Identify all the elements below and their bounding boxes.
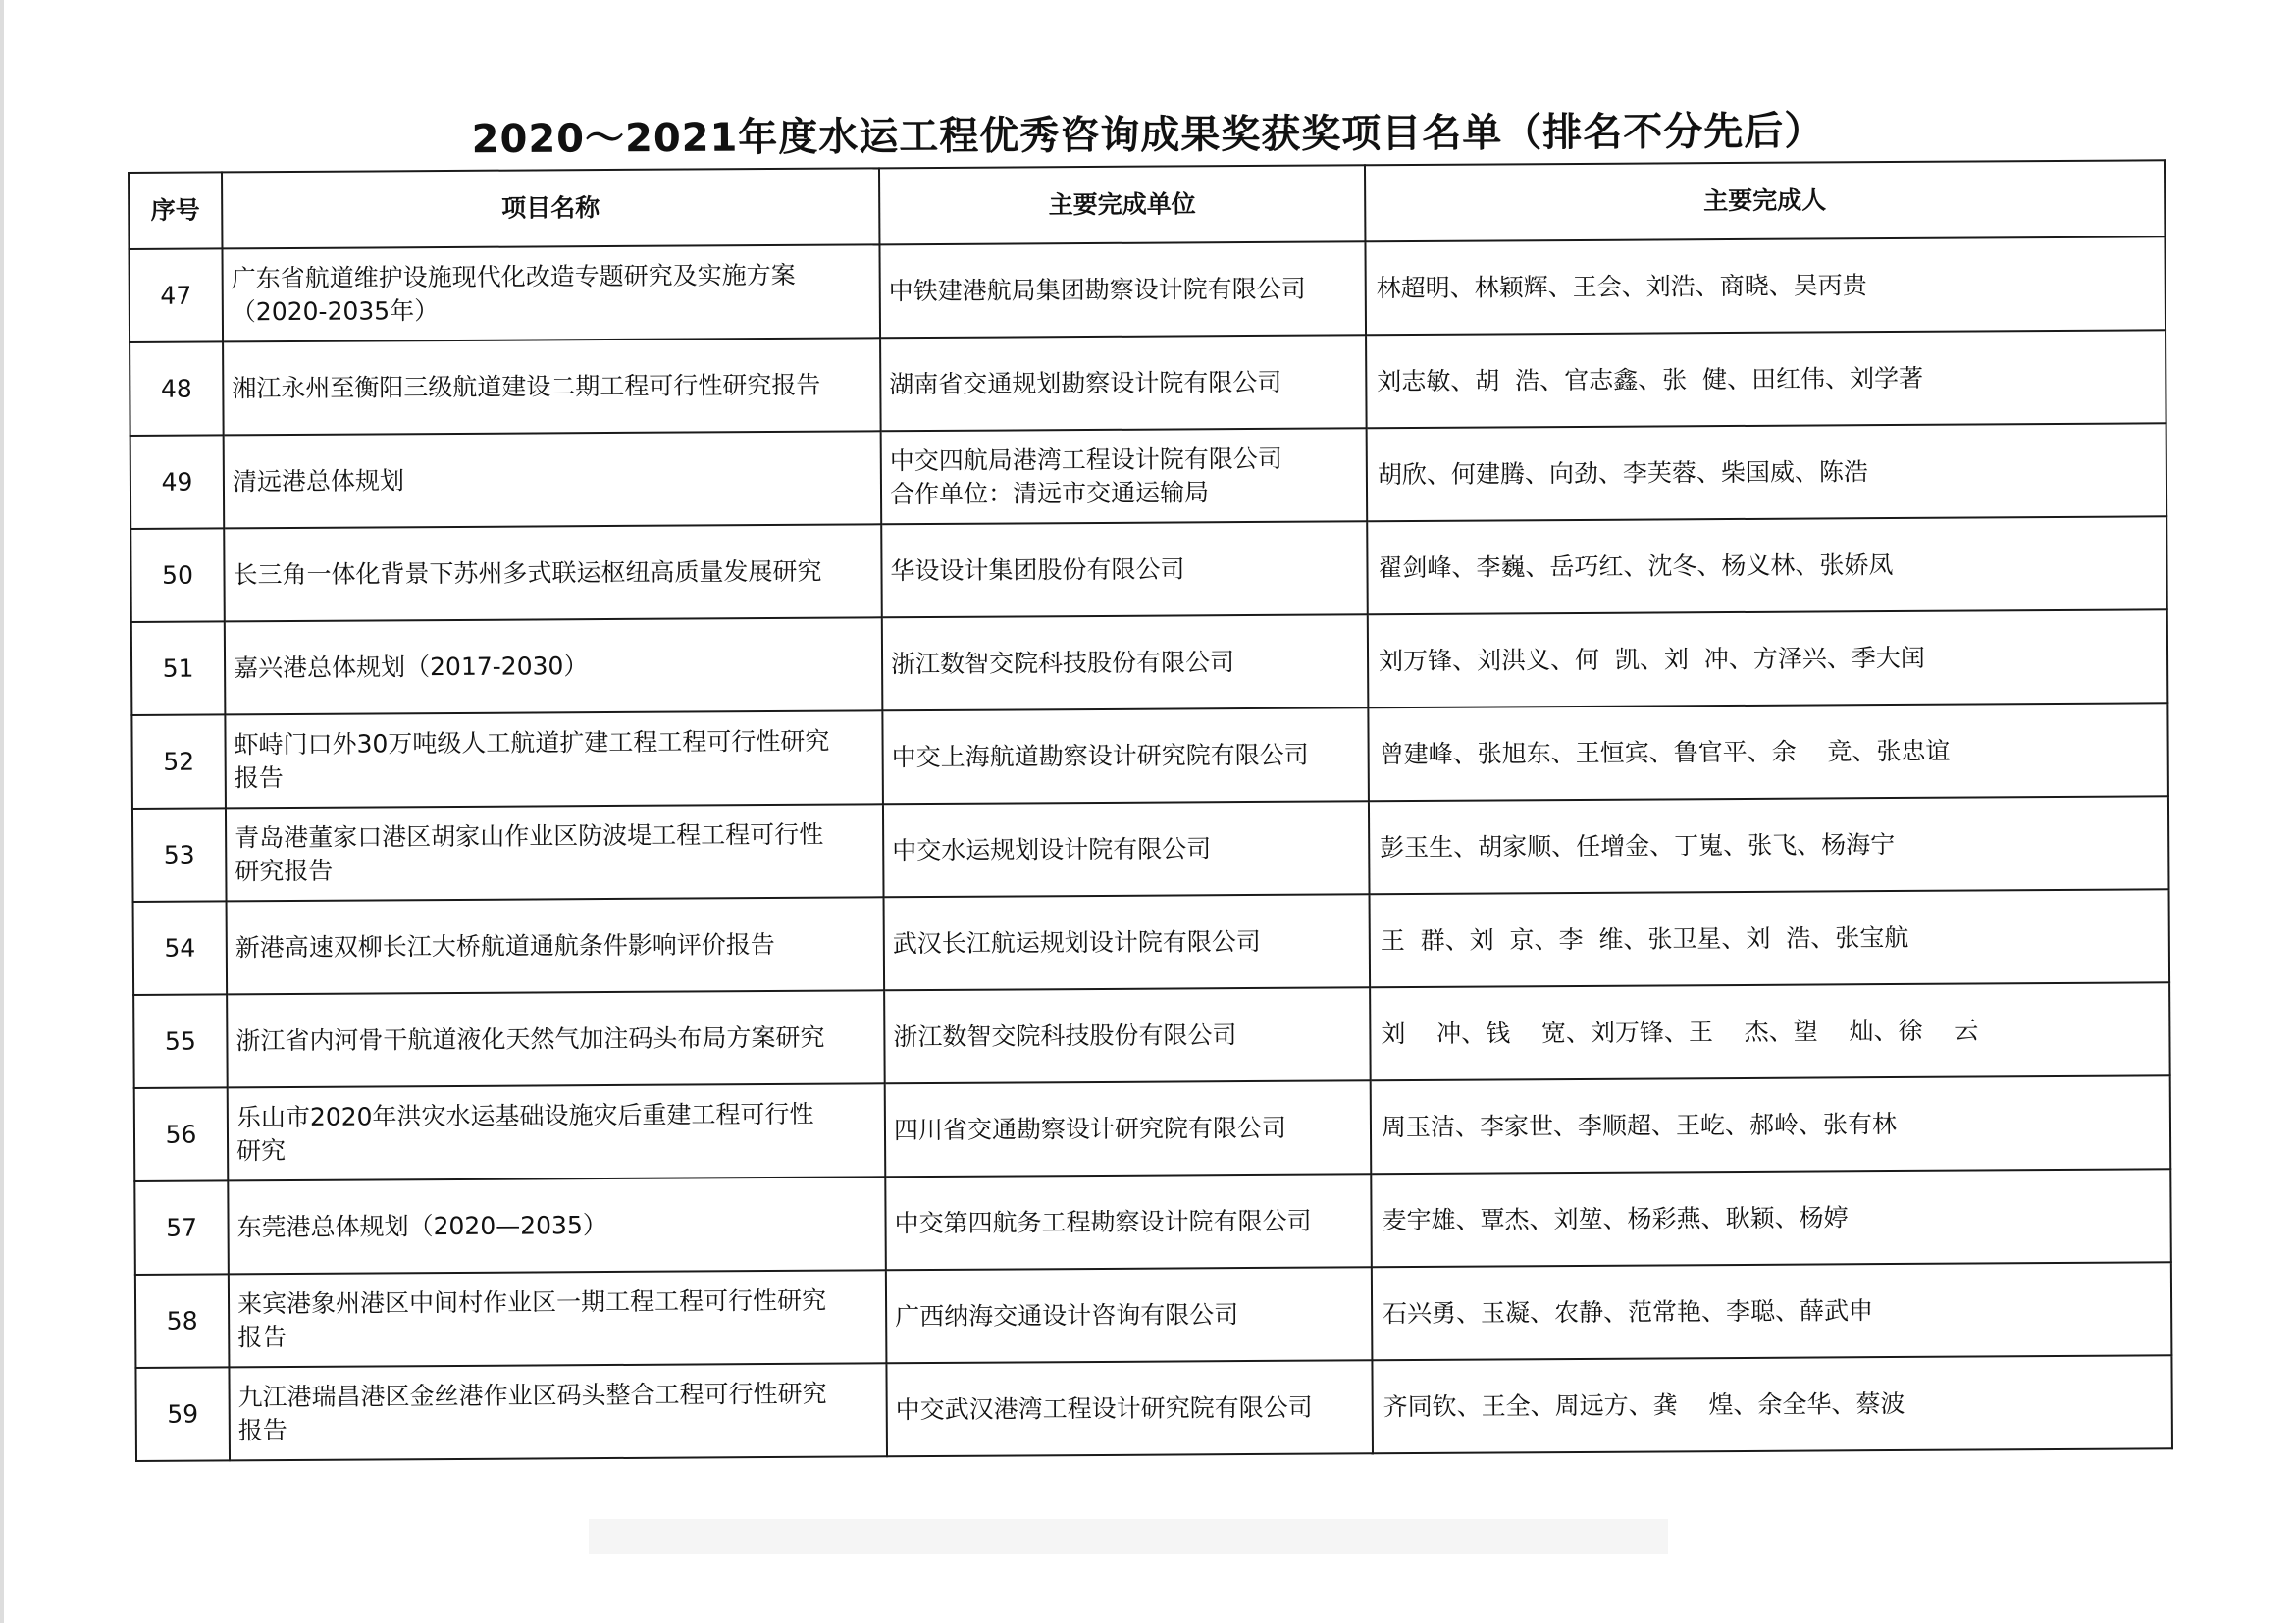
row-unit (886, 1267, 1373, 1363)
project-name-line: 来宾港象州港区中间村作业区一期工程工程可行性研究 (236, 1285, 827, 1318)
project-name-line: 嘉兴港总体规划（2017-2030） (234, 651, 589, 682)
project-name-line: 九江港瑞昌港区金丝港作业区码头整合工程可行性研究 (237, 1379, 827, 1411)
unit-line: 武汉长江航运规划设计院有限公司 (892, 926, 1261, 958)
row-people: 齐同钦、王全、周远方、龚 煌、余全华、蔡波 (1372, 1355, 2172, 1453)
row-people: 王 群、刘 京、李 维、张卫星、刘 浩、张宝航 (1370, 889, 2170, 987)
unit-line: 合作单位：清远市交通运输局 (889, 477, 1210, 508)
unit-line: 广西纳海交通设计咨询有限公司 (895, 1299, 1239, 1331)
row-unit (882, 707, 1369, 804)
header-project-name: 项目名称 (222, 168, 879, 248)
row-unit (882, 614, 1369, 710)
row-people: 林超明、林颖辉、王会、刘浩、商晓、吴丙贵 (1365, 236, 2166, 335)
project-name-line: 新港高速双柳长江大桥航道通航条件影响评价报告 (235, 929, 775, 962)
row-people: 曾建峰、张旭东、王恒宾、鲁官平、余 竞、张忠谊 (1368, 703, 2168, 801)
row-project-name (228, 1083, 886, 1180)
header-seq: 序号 (129, 172, 222, 249)
row-seq: 55 (133, 994, 228, 1088)
row-people: 周玉洁、李家世、李顺超、王屹、郝岭、张有林 (1371, 1075, 2171, 1174)
unit-line: 华设设计集团股份有限公司 (890, 553, 1185, 585)
project-name-line: 东莞港总体规划（2020—2035） (236, 1210, 607, 1241)
unit-line: 中交水运规划设计院有限公司 (892, 833, 1212, 864)
scan-shadow (589, 1519, 1668, 1554)
project-name-line: 研究报告 (235, 856, 334, 885)
project-name-line: 研究 (236, 1135, 287, 1165)
project-name-line: 报告 (234, 762, 284, 792)
row-unit (884, 987, 1371, 1083)
table-row (131, 703, 2168, 809)
row-seq: 48 (130, 341, 224, 436)
header-people: 主要完成人 (1365, 160, 2165, 241)
row-unit (885, 1080, 1372, 1177)
scan-edge (0, 0, 4, 1623)
project-name-line: 广东省航道维护设施现代化改造专题研究及实施方案 (231, 260, 796, 292)
row-seq: 53 (132, 808, 227, 902)
project-name-line: 青岛港董家口港区胡家山作业区防波堤工程工程可行性 (235, 819, 824, 852)
row-project-name (229, 1270, 887, 1367)
row-project-name (223, 338, 881, 435)
row-project-name (222, 244, 880, 341)
table-body (129, 236, 2172, 1461)
project-name-line: 浙江省内河骨干航道液化天然气加注码头布局方案研究 (235, 1022, 825, 1055)
row-project-name (229, 1363, 887, 1460)
row-unit (884, 894, 1371, 990)
project-name-line: 清远港总体规划 (232, 465, 405, 496)
award-table (128, 159, 2173, 1462)
project-name-line: 乐山市2020年洪灾水运基础设施灾后重建工程可行性 (235, 1099, 814, 1131)
row-people: 彭玉生、胡家顺、任增金、丁嵬、张飞、杨海宁 (1369, 796, 2169, 894)
row-seq: 57 (134, 1180, 229, 1275)
unit-line: 中交上海航道勘察设计研究院有限公司 (891, 740, 1309, 771)
row-seq: 49 (130, 435, 225, 529)
row-unit (883, 801, 1370, 897)
row-seq: 51 (131, 621, 226, 715)
row-unit (881, 428, 1368, 524)
unit-line: 四川省交通勘察设计研究院有限公司 (893, 1113, 1287, 1144)
row-project-name (227, 990, 885, 1087)
table-row (133, 889, 2170, 995)
row-seq: 47 (129, 248, 223, 342)
table-row (130, 423, 2167, 529)
row-seq: 59 (135, 1367, 230, 1461)
table-row (135, 1355, 2172, 1461)
unit-line: 中交四航局港湾工程设计院有限公司 (889, 444, 1282, 475)
row-people: 胡欣、何建腾、向劲、李芙蓉、柴国威、陈浩 (1367, 423, 2167, 521)
table-row (132, 796, 2169, 902)
row-seq: 52 (131, 714, 226, 809)
row-unit (879, 241, 1366, 338)
row-people: 刘万锋、刘洪义、何 凯、刘 冲、方泽兴、季大闰 (1368, 609, 2168, 707)
unit-line: 浙江数智交院科技股份有限公司 (893, 1020, 1237, 1051)
row-seq: 54 (133, 901, 228, 995)
row-project-name (224, 431, 882, 528)
row-project-name (225, 617, 883, 714)
document-title: 2020～2021年度水运工程优秀咨询成果奖获奖项目名单（排名不分先后） (471, 108, 1825, 163)
row-people: 麦宇雄、覃杰、刘堃、杨彩燕、耿颖、杨婷 (1371, 1169, 2171, 1267)
project-name-line: 长三角一体化背景下苏州多式联运枢纽高质量发展研究 (233, 556, 822, 589)
table-row (134, 1075, 2171, 1181)
unit-line: 中交第四航务工程勘察设计院有限公司 (894, 1206, 1312, 1237)
project-name-line: 报告 (237, 1415, 287, 1444)
table-row (130, 516, 2167, 622)
table-header-row (129, 160, 2165, 249)
table-row (129, 236, 2166, 342)
row-unit (880, 335, 1367, 431)
row-unit (885, 1174, 1372, 1270)
unit-line: 中铁建港航局集团勘察设计院有限公司 (888, 274, 1306, 305)
table-row (135, 1262, 2172, 1368)
table-row (133, 982, 2170, 1088)
unit-line: 湖南省交通规划勘察设计院有限公司 (889, 367, 1282, 398)
header-unit: 主要完成单位 (879, 165, 1365, 244)
row-unit (886, 1360, 1373, 1456)
project-name-line: 报告 (237, 1322, 287, 1351)
unit-line: 中交武汉港湾工程设计研究院有限公司 (895, 1392, 1313, 1424)
row-project-name (225, 710, 883, 808)
row-people: 石兴勇、玉凝、农静、范常艳、李聪、薛武申 (1372, 1262, 2172, 1360)
row-project-name (228, 1177, 886, 1274)
row-seq: 50 (130, 528, 225, 622)
row-seq: 58 (135, 1274, 230, 1368)
row-people: 刘志敏、胡 浩、官志鑫、张 健、田红伟、刘学著 (1366, 330, 2166, 428)
table-row (131, 609, 2168, 715)
project-name-line: 湘江永州至衡阳三级航道建设二期工程可行性研究报告 (232, 370, 821, 402)
award-table-wrapper (128, 159, 2171, 1462)
row-people: 刘 冲、钱 宽、刘万锋、王 杰、望 灿、徐 云 (1370, 982, 2170, 1080)
row-people: 翟剑峰、李巍、岳巧红、沈冬、杨义林、张娇凤 (1367, 516, 2167, 614)
row-project-name (226, 804, 884, 901)
row-seq: 56 (134, 1087, 229, 1181)
row-unit (881, 521, 1368, 617)
row-project-name (224, 524, 882, 621)
unit-line: 浙江数智交院科技股份有限公司 (890, 647, 1235, 678)
project-name-line: 虾峙门口外30万吨级人工航道扩建工程工程可行性研究 (234, 726, 830, 759)
table-row (130, 330, 2166, 436)
project-name-line: （2020-2035年） (231, 295, 440, 326)
table-row (134, 1169, 2171, 1275)
row-project-name (227, 897, 885, 994)
